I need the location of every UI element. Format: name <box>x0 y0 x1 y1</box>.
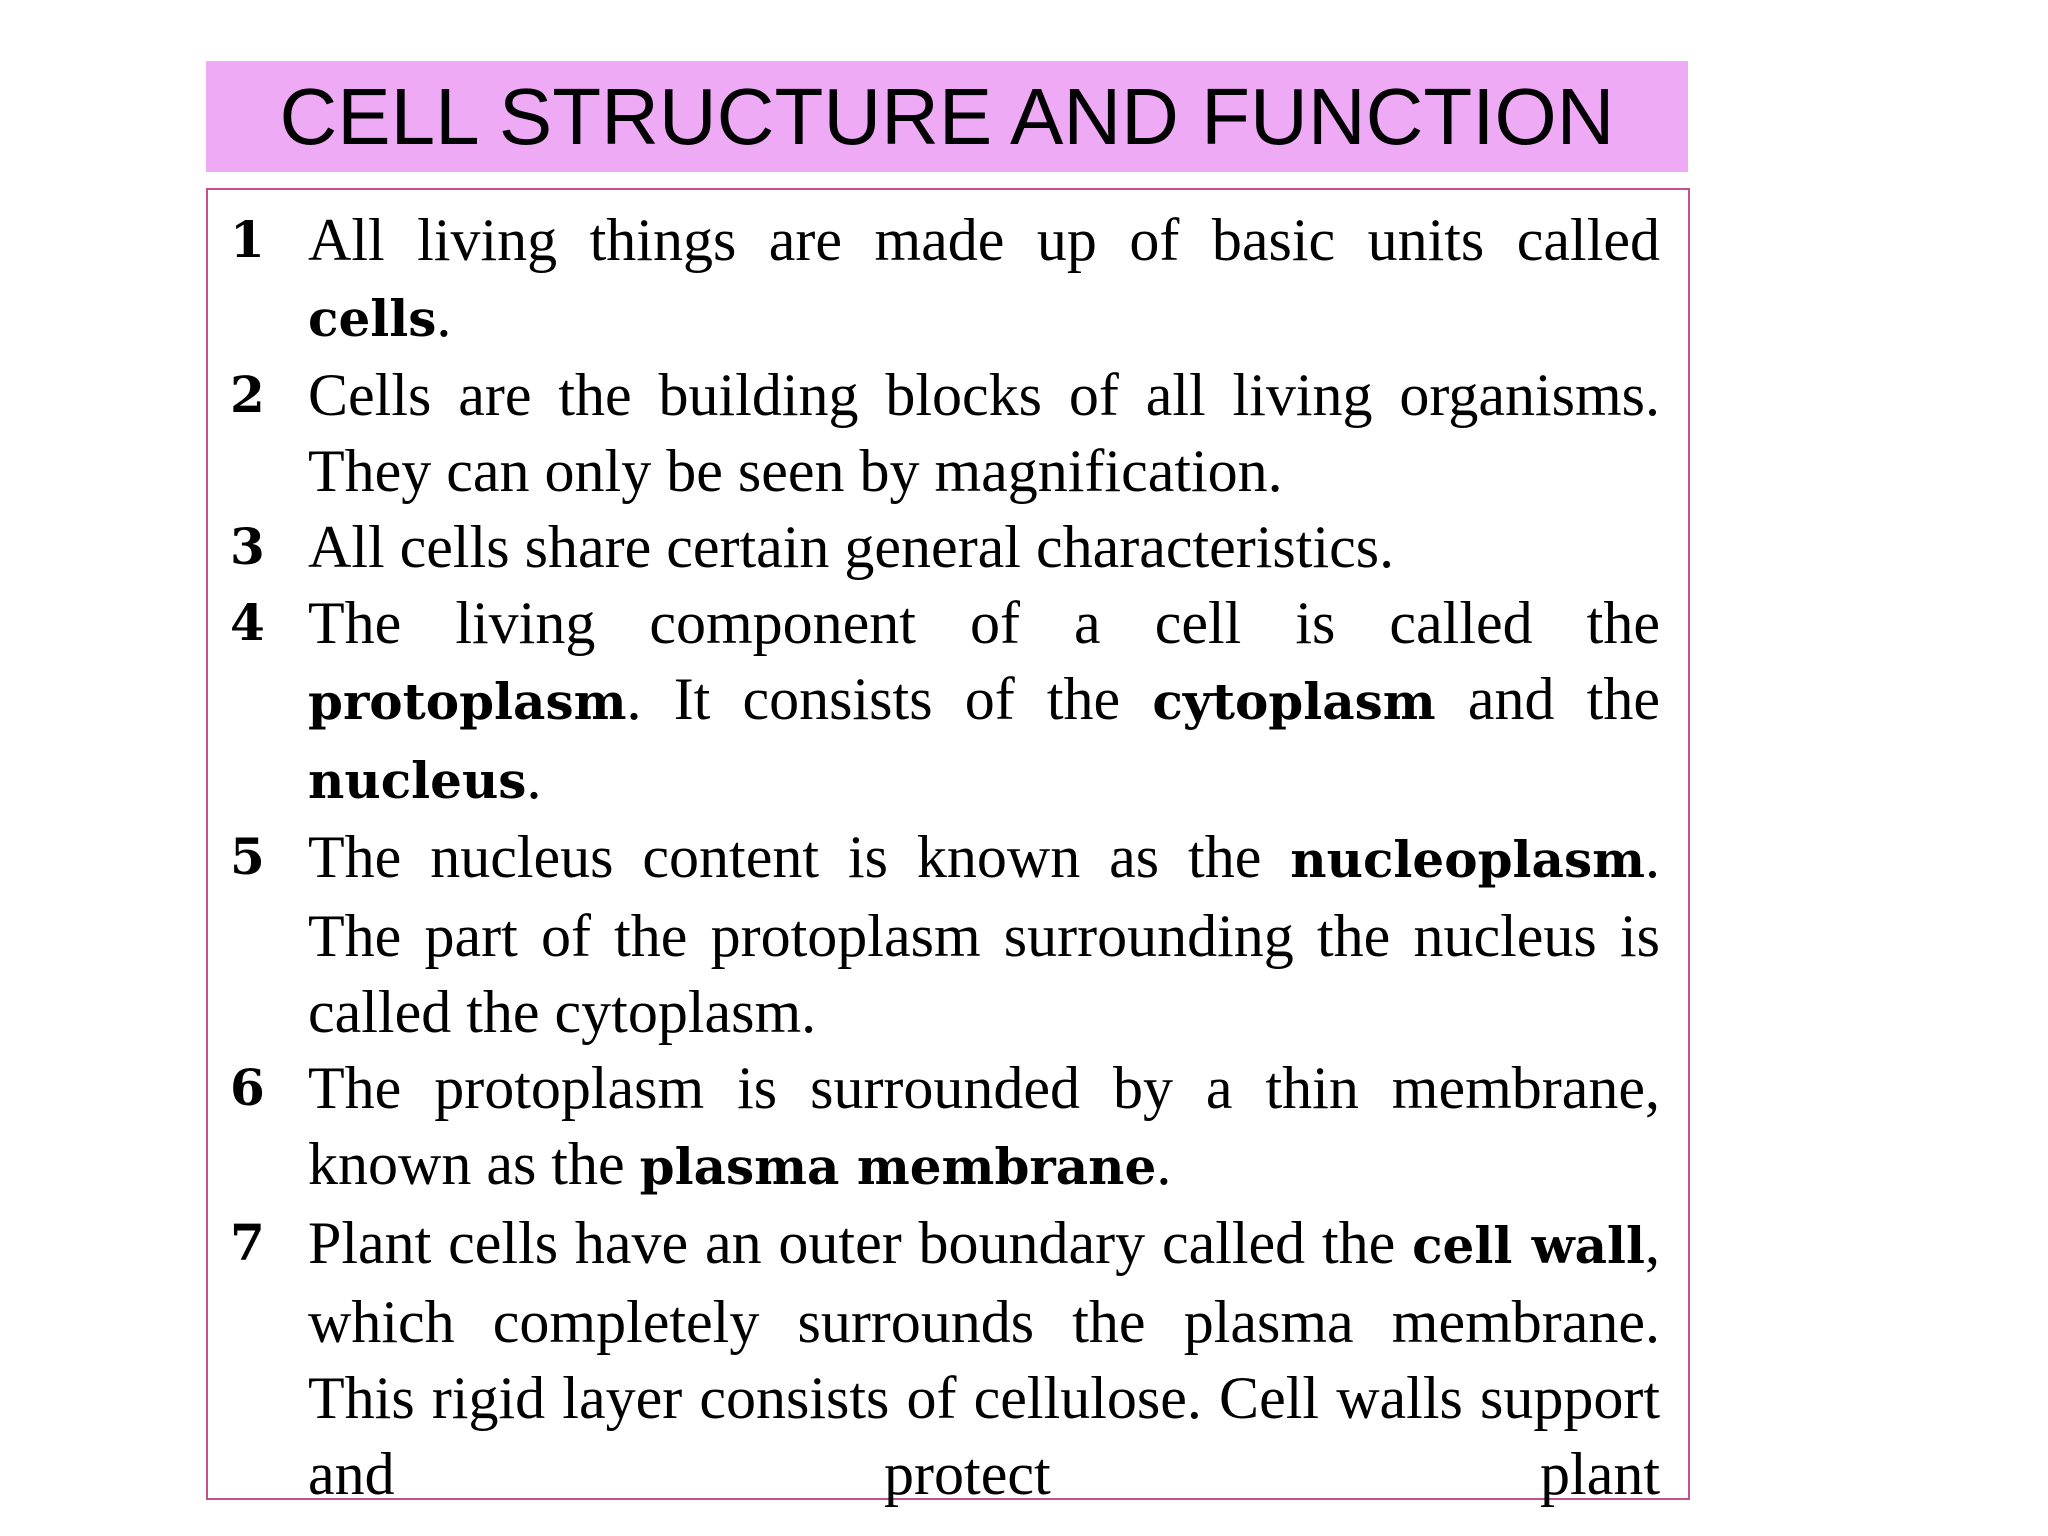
content-box <box>206 188 1690 1507</box>
term-cytoplasm: cytoplasm <box>1152 672 1436 731</box>
item-text: Cells are the building blocks of all living organisms. They can only be seen by magnification. <box>308 362 1660 504</box>
item-number: 6 <box>230 1058 265 1117</box>
list-item-7 <box>230 1205 1660 1512</box>
list-item-5 <box>230 819 1660 1050</box>
item-text: Plant cells have an outer boundary called the cell wall, which completely surrounds the plasma membrane. This rigid layer consists of cellulose. Cell walls support and protect plant <box>308 1210 1660 1507</box>
list-item-4 <box>230 585 1660 819</box>
term-cell-wall: cell wall <box>1412 1216 1645 1275</box>
item-number: 4 <box>230 593 265 652</box>
item-number: 2 <box>230 365 265 424</box>
list-item-3 <box>230 509 1660 585</box>
item-text: The protoplasm is surrounded by a thin membrane, known as the plasma membrane. <box>308 1055 1660 1197</box>
page-title: CELL STRUCTURE AND FUNCTION <box>279 71 1615 161</box>
list-item-2 <box>230 357 1660 509</box>
item-number: 3 <box>230 517 265 576</box>
item-number: 7 <box>230 1213 265 1272</box>
term-plasma-membrane: plasma membrane <box>639 1137 1157 1196</box>
term-protoplasm: protoplasm <box>308 672 627 731</box>
list-item-1 <box>230 202 1660 357</box>
item-text: The nucleus content is known as the nucleoplasm. The part of the protoplasm surrounding the nucleus is called the cytoplasm. <box>308 824 1660 1045</box>
title-banner <box>206 61 1688 172</box>
item-text: The living component of a cell is called the protoplasm. It consists of the cytoplasm and the nucleus. <box>308 590 1661 811</box>
list-item-6 <box>230 1050 1660 1205</box>
item-number: 1 <box>230 210 265 269</box>
numbered-list <box>230 202 1660 1512</box>
term-nucleoplasm: nucleoplasm <box>1290 830 1645 889</box>
term-nucleus: nucleus <box>308 751 527 810</box>
item-number: 5 <box>230 827 265 886</box>
term-cells: cells <box>308 289 437 348</box>
item-text: All living things are made up of basic units called cells. <box>308 207 1660 349</box>
item-text: All cells share certain general characteristics. <box>308 514 1395 580</box>
